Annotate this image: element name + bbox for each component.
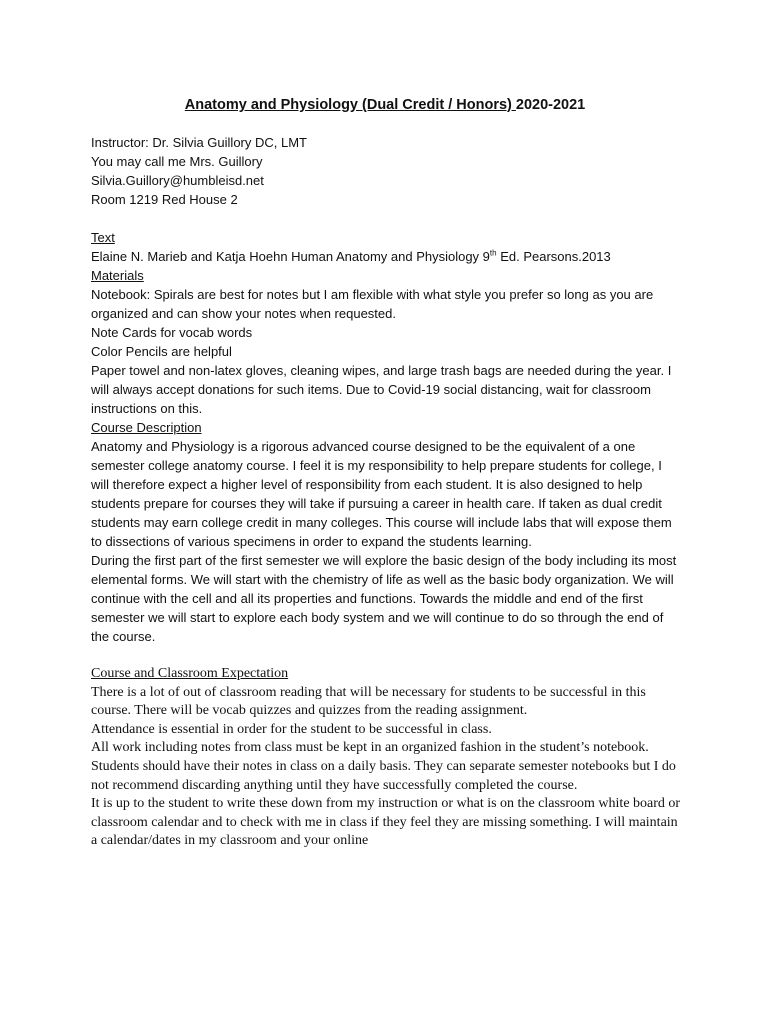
materials-item-notecards: Note Cards for vocab words xyxy=(91,325,253,340)
spacer xyxy=(91,646,681,665)
room-line: Room 1219 Red House 2 xyxy=(91,192,238,207)
email-line: Silvia.Guillory@humbleisd.net xyxy=(91,173,264,188)
textbook-edition: Ed. Pearsons.2013 xyxy=(496,249,611,264)
expectation-section xyxy=(91,665,681,851)
page-title xyxy=(0,95,770,115)
expectation-p3: All work including notes from class must be kept in an organized fashion in the student’s notebook. Students should have their notes in class on a daily basis. They can separate semester notebooks but I do not recommend discarding anything until they have successfully completed the course. xyxy=(91,740,676,793)
textbook-line xyxy=(91,247,681,266)
expectation-p4: It is up to the student to write these down from my instruction or what is on the classroom white board or classroom calendar and to check with me in class if they feel they are missing something. I will maintain a calendar/dates in my classroom and your online xyxy=(91,796,681,849)
text-heading: Text xyxy=(91,230,115,245)
title-main: Anatomy and Physiology (Dual Credit / Honors) xyxy=(184,97,516,113)
textbook-main: Elaine N. Marieb and Katja Hoehn Human Anatomy and Physiology 9 xyxy=(91,249,490,264)
textbook-sup: th xyxy=(489,248,497,258)
materials-item-pencils: Color Pencils are helpful xyxy=(91,344,232,359)
expectation-p1: There is a lot of out of classroom reading that will be necessary for students to be successful in this course. There will be vocab quizzes and quizzes from the reading assignment. xyxy=(91,684,646,719)
materials-item-notebook: Notebook: Spirals are best for notes but I am flexible with what style you prefer so long as you are organized and can show your notes when requested. xyxy=(91,287,654,321)
call-me-line: You may call me Mrs. Guillory xyxy=(91,154,263,169)
title-year: 2020-2021 xyxy=(515,97,586,113)
course-description-p2: During the first part of the first semester we will explore the basic design of the body including its most elemental forms. We will start with the chemistry of life as well as the basic body organization. We will continue with the cell and all its properties and functions. Towards the middle and end of the first semester we will start to explore each body system and we will continue to do so through the end of the course. xyxy=(91,553,677,644)
materials-item-supplies: Paper towel and non-latex gloves, cleaning wipes, and large trash bags are needed during the year. I will always accept donations for such items. Due to Covid-19 social distancing, wait for classroom instructions on this. xyxy=(91,363,672,416)
expectation-p2: Attendance is essential in order for the student to be successful in class. xyxy=(91,721,492,737)
course-description-p1: Anatomy and Physiology is a rigorous advanced course designed to be the equivalent of a one semester college anatomy course. I feel it is my responsibility to help prepare students for college, I will therefore expect a higher level of responsibility from each student. It is also designed to help students prepare for courses they will take if pursuing a career in health care. If taken as dual credit students may earn college credit in many colleges. This course will include labs that will expose them to dissections of various specimens in order to expand the students learning. xyxy=(91,439,672,549)
materials-heading: Materials xyxy=(91,268,144,283)
expectation-heading: Course and Classroom Expectation xyxy=(91,666,289,681)
document-body xyxy=(91,133,681,851)
spacer xyxy=(91,209,681,228)
course-description-heading: Course Description xyxy=(91,420,202,435)
instructor-line: Instructor: Dr. Silvia Guillory DC, LMT xyxy=(91,135,307,150)
